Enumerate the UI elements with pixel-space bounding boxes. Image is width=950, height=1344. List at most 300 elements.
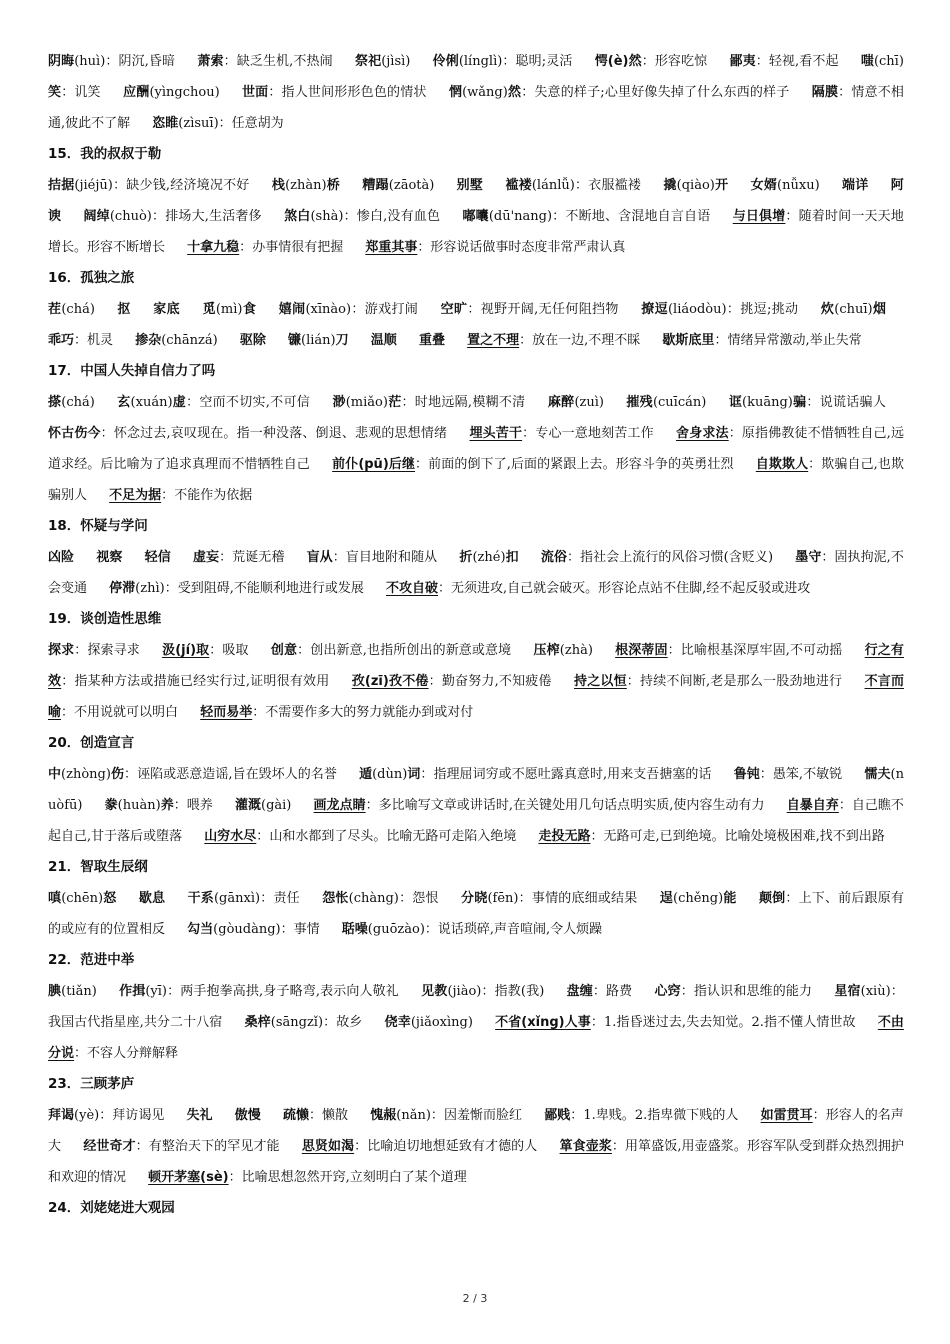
vocab-term: 侥幸 bbox=[384, 1015, 411, 1030]
vocab-definition: 惨白,没有血色 bbox=[356, 209, 441, 224]
vocab-pinyin: (dùn) bbox=[372, 767, 408, 782]
vocab-colon: ： bbox=[726, 302, 741, 317]
vocab-term-suffix: 养 bbox=[160, 798, 174, 813]
vocab-term: 孜(zī)孜不倦 bbox=[351, 674, 429, 689]
vocab-entry bbox=[441, 302, 619, 317]
vocab-entry bbox=[362, 178, 434, 193]
vocab-entry bbox=[148, 1170, 467, 1185]
vocab-pinyin: (zhàn) bbox=[285, 178, 327, 193]
vocab-pinyin: (tiǎn) bbox=[61, 984, 97, 999]
vocab-entry bbox=[83, 1139, 279, 1154]
vocab-entry bbox=[48, 891, 116, 906]
vocab-definition: 挑逗;挑动 bbox=[740, 302, 799, 317]
vocab-term: 走投无路 bbox=[538, 829, 591, 844]
vocab-entry bbox=[842, 178, 868, 193]
vocab-pinyin: (xīnào) bbox=[305, 302, 352, 317]
vocab-term-suffix: 然 bbox=[507, 85, 522, 100]
vocab-term: 空旷 bbox=[440, 302, 468, 317]
vocab-pinyin: (lián) bbox=[301, 333, 336, 348]
vocab-term: 自暴自弃 bbox=[786, 798, 839, 813]
vocab-term: 不言而喻 bbox=[48, 674, 904, 720]
vocab-term: 折 bbox=[459, 550, 473, 565]
vocab-entry bbox=[48, 550, 74, 565]
vocab-definition: 说话琐碎,声音喧闹,令人烦躁 bbox=[437, 922, 603, 937]
vocab-entry bbox=[96, 550, 122, 565]
vocab-entry bbox=[595, 54, 708, 69]
vocab-entry bbox=[352, 674, 552, 689]
vocab-paragraph bbox=[48, 635, 904, 728]
vocab-entry bbox=[332, 395, 525, 410]
vocab-pinyin: (jiào) bbox=[447, 984, 482, 999]
vocab-entry bbox=[505, 178, 641, 193]
vocab-colon: ： bbox=[424, 922, 438, 937]
vocab-term: 麻醉 bbox=[547, 395, 575, 410]
vocab-definition: 衣服褴褛 bbox=[588, 178, 642, 193]
vocab-entry bbox=[467, 333, 640, 348]
vocab-definition: 盲目地附和随从 bbox=[345, 550, 438, 565]
vocab-term: 祭祀 bbox=[354, 54, 382, 69]
vocab-term-suffix: 能 bbox=[723, 891, 737, 906]
vocab-pinyin: (miǎo) bbox=[345, 395, 388, 410]
vocab-entry bbox=[187, 922, 319, 937]
vocab-colon: ： bbox=[74, 333, 88, 348]
vocab-definition: 形容说话做事时态度非常严肃认真 bbox=[430, 240, 626, 255]
vocab-definition: 山和水都到了尽头。比喻无路可走陷入绝境 bbox=[269, 829, 517, 844]
vocab-term: 搽 bbox=[48, 395, 62, 410]
vocab-term: 豢 bbox=[104, 798, 118, 813]
vocab-definition: 怨恨 bbox=[412, 891, 439, 906]
vocab-pinyin: (nǎn) bbox=[396, 1108, 431, 1123]
vocab-definition: 原指佛教徒不惜牺牲自己,远道求经。后比喻为了追求真理而不惜牺牲自己 bbox=[48, 426, 904, 472]
vocab-term: 盲从 bbox=[306, 550, 333, 565]
vocab-term: 颠倒 bbox=[758, 891, 786, 906]
vocab-entry bbox=[279, 302, 418, 317]
vocab-definition: 指社会上流行的风俗习惯(含贬义) bbox=[580, 550, 774, 565]
vocab-entry bbox=[109, 488, 252, 503]
vocab-definition: 故乡 bbox=[336, 1015, 363, 1030]
vocab-definition: 失意的样子;心里好像失掉了什么东西的样子 bbox=[534, 85, 790, 100]
vocab-definition: 受到阻碍,不能顺利地进行或发展 bbox=[177, 581, 364, 596]
vocab-term: 顿开茅塞(sè) bbox=[148, 1170, 229, 1185]
vocab-colon: ： bbox=[209, 643, 223, 658]
vocab-definition: 固执拘泥,不会变通 bbox=[48, 550, 904, 596]
vocab-term: 阔绰 bbox=[83, 209, 110, 224]
vocab-term: 桑梓 bbox=[244, 1015, 271, 1030]
vocab-term: 嗤 bbox=[860, 54, 874, 69]
section-heading: 20．创造宣言 bbox=[48, 735, 135, 751]
vocab-colon: ： bbox=[100, 426, 114, 441]
vocab-term: 愕(è)然 bbox=[594, 54, 642, 69]
vocab-definition: 空而不切实,不可信 bbox=[199, 395, 311, 410]
vocab-entry bbox=[48, 302, 95, 317]
vocab-definition: 探索寻求 bbox=[87, 643, 140, 658]
vocab-colon: ： bbox=[467, 302, 481, 317]
vocab-colon: ： bbox=[590, 1015, 604, 1030]
vocab-colon: ： bbox=[570, 1108, 584, 1123]
vocab-definition: 责任 bbox=[273, 891, 300, 906]
vocab-entry bbox=[730, 54, 839, 69]
vocab-colon: ： bbox=[186, 395, 200, 410]
vocab-entry bbox=[544, 1108, 738, 1123]
vocab-term: 疏懒 bbox=[282, 1108, 309, 1123]
vocab-definition: 排场大,生活奢侈 bbox=[165, 209, 262, 224]
vocab-pinyin: (zìsuī) bbox=[178, 116, 219, 131]
vocab-term: 嬉闹 bbox=[278, 302, 306, 317]
vocab-pinyin: (mì) bbox=[215, 302, 243, 317]
vocab-colon: ： bbox=[785, 891, 799, 906]
vocab-colon: ： bbox=[135, 1139, 149, 1154]
vocab-colon: ： bbox=[239, 240, 253, 255]
vocab-colon: ： bbox=[151, 209, 166, 224]
vocab-paragraph bbox=[48, 976, 904, 1069]
vocab-definition: 形容吃惊 bbox=[654, 54, 708, 69]
vocab-pinyin: (huàn) bbox=[117, 798, 161, 813]
vocab-pinyin: (jiéjū) bbox=[74, 178, 113, 193]
vocab-term-suffix: 刀 bbox=[335, 333, 349, 348]
vocab-colon: ： bbox=[611, 1139, 625, 1154]
vocab-pinyin: (shà) bbox=[310, 209, 344, 224]
vocab-pinyin: (chá) bbox=[61, 395, 95, 410]
vocab-colon: ： bbox=[268, 85, 282, 100]
vocab-term: 盘缠 bbox=[566, 984, 593, 999]
section-heading: 21．智取生辰纲 bbox=[48, 859, 148, 875]
vocab-term-suffix: 虚 bbox=[172, 395, 187, 410]
vocab-colon: ： bbox=[398, 891, 413, 906]
vocab-definition: 因羞惭而脸红 bbox=[443, 1108, 523, 1123]
vocab-term: 煞白 bbox=[284, 209, 311, 224]
vocab-term: 家底 bbox=[153, 302, 180, 317]
vocab-definition: 创出新意,也指所创出的新意或意境 bbox=[310, 643, 512, 658]
vocab-term: 重叠 bbox=[418, 333, 445, 348]
vocab-entry bbox=[461, 891, 637, 906]
vocab-term: 懦夫 bbox=[864, 767, 891, 782]
vocab-pinyin: (guōzào) bbox=[367, 922, 425, 937]
vocab-pinyin: (sāngzǐ) bbox=[270, 1015, 324, 1030]
vocab-term: 自欺欺人 bbox=[755, 457, 809, 472]
vocab-entry bbox=[245, 1015, 363, 1030]
vocab-pinyin: (yìngchou) bbox=[149, 85, 220, 100]
vocab-term: 流俗 bbox=[540, 550, 567, 565]
vocab-pinyin: (chuī) bbox=[834, 302, 873, 317]
vocab-term-suffix: 桥 bbox=[326, 178, 341, 193]
vocab-colon: ： bbox=[821, 550, 835, 565]
vocab-paragraph bbox=[48, 759, 904, 852]
vocab-colon: ： bbox=[218, 116, 232, 131]
vocab-entry bbox=[48, 395, 95, 410]
vocab-definition: 诬陷或恶意造谣,旨在毁坏人的名誉 bbox=[137, 767, 337, 782]
vocab-colon: ： bbox=[680, 984, 694, 999]
vocab-colon: ： bbox=[808, 457, 822, 472]
vocab-entry bbox=[332, 457, 733, 472]
vocab-entry bbox=[495, 1015, 855, 1030]
vocab-term: 画龙点睛 bbox=[313, 798, 366, 813]
vocab-definition: 讥笑 bbox=[74, 85, 101, 100]
vocab-definition: 专心一意地刻苦工作 bbox=[535, 426, 654, 441]
vocab-term: 虚妄 bbox=[192, 550, 220, 565]
vocab-definition: 指某种方法或措施已经实行过,证明很有效用 bbox=[74, 674, 330, 689]
vocab-definition: 随着时间一天天地增长。形容不断增长 bbox=[48, 209, 904, 255]
vocab-colon: ： bbox=[667, 643, 681, 658]
vocab-term: 诓 bbox=[728, 395, 743, 410]
vocab-entry bbox=[188, 891, 300, 906]
vocab-term: 玄 bbox=[117, 395, 131, 410]
vocab-definition: 指人世间形形色色的情状 bbox=[281, 85, 427, 100]
vocab-pinyin: (jiǎoxìng) bbox=[410, 1015, 473, 1030]
vocab-term-suffix: 食 bbox=[242, 302, 257, 317]
vocab-pinyin: (gānxì) bbox=[213, 891, 261, 906]
section-heading: 19．谈创造性思维 bbox=[48, 611, 162, 627]
vocab-entry bbox=[272, 178, 340, 193]
vocab-entry bbox=[48, 767, 337, 782]
vocab-term: 抠 bbox=[117, 302, 131, 317]
vocab-definition: 比喻根基深厚牢固,不可动摇 bbox=[680, 643, 843, 658]
vocab-entry bbox=[419, 333, 445, 348]
vocab-definition: 聪明;灵活 bbox=[515, 54, 573, 69]
vocab-pinyin: (wǎng) bbox=[462, 85, 508, 100]
vocab-term: 停滞 bbox=[109, 581, 136, 596]
vocab-definition: 任意胡为 bbox=[231, 116, 284, 131]
vocab-term: 女婿 bbox=[750, 178, 778, 193]
vocab-paragraph bbox=[48, 170, 904, 263]
vocab-term: 拜谒 bbox=[48, 1108, 75, 1123]
vocab-entry bbox=[548, 395, 604, 410]
vocab-term: 中 bbox=[48, 767, 62, 782]
vocab-term: 轻而易举 bbox=[200, 705, 253, 720]
vocab-entry bbox=[457, 178, 483, 193]
vocab-entry bbox=[371, 333, 397, 348]
vocab-definition: 前面的倒下了,后面的紧跟上去。形容斗争的英勇壮烈 bbox=[428, 457, 734, 472]
vocab-colon: ： bbox=[343, 209, 357, 224]
vocab-term: 与日俱增 bbox=[732, 209, 786, 224]
vocab-term-suffix: 烟 bbox=[872, 302, 886, 317]
vocab-term: 作揖 bbox=[119, 984, 146, 999]
vocab-colon: ： bbox=[838, 85, 852, 100]
vocab-definition: 两手抱拳高拱,身子略弯,表示向人敬礼 bbox=[180, 984, 399, 999]
vocab-paragraph bbox=[48, 883, 904, 945]
vocab-pinyin: (fēn) bbox=[487, 891, 519, 906]
vocab-entry bbox=[48, 1108, 164, 1123]
vocab-entry bbox=[48, 54, 175, 69]
vocab-entry bbox=[433, 54, 573, 69]
vocab-entry bbox=[288, 333, 349, 348]
vocab-pinyin: (yè) bbox=[74, 1108, 100, 1123]
vocab-definition: 我国古代指星座,共分二十八宿 bbox=[48, 1015, 223, 1030]
vocab-term: 墨守 bbox=[795, 550, 822, 565]
vocab-term: 惘 bbox=[448, 85, 463, 100]
vocab-definition: 事情 bbox=[293, 922, 320, 937]
vocab-definition: 事情的底细或结果 bbox=[531, 891, 638, 906]
vocab-colon: ： bbox=[714, 333, 728, 348]
vocab-entry bbox=[355, 54, 410, 69]
vocab-colon: ： bbox=[61, 674, 75, 689]
vocab-definition: 无须进攻,自己就会破灭。形容论点站不住脚,经不起反驳或进攻 bbox=[451, 581, 811, 596]
vocab-colon: ： bbox=[838, 798, 852, 813]
vocab-entry bbox=[663, 178, 728, 193]
vocab-entry bbox=[105, 798, 213, 813]
vocab-entry bbox=[48, 333, 113, 348]
vocab-colon: ： bbox=[415, 457, 429, 472]
vocab-term: 世面 bbox=[241, 85, 269, 100]
vocab-definition: 荒诞无稽 bbox=[232, 550, 285, 565]
vocab-pinyin: (gòudàng) bbox=[213, 922, 281, 937]
vocab-colon: ： bbox=[641, 54, 655, 69]
vocab-term: 阿谀 bbox=[48, 178, 904, 224]
vocab-term: 干系 bbox=[187, 891, 214, 906]
section-heading: 22．范进中举 bbox=[48, 952, 135, 968]
vocab-colon: ： bbox=[260, 891, 274, 906]
vocab-entry bbox=[197, 54, 332, 69]
vocab-entry bbox=[84, 209, 262, 224]
vocab-term: 郑重其事 bbox=[365, 240, 418, 255]
vocab-pinyin: (xuán) bbox=[130, 395, 173, 410]
vocab-definition: 形容人的名声大 bbox=[48, 1108, 904, 1154]
vocab-entry bbox=[117, 395, 310, 410]
vocab-term: 端详 bbox=[841, 178, 869, 193]
vocab-pinyin: (zhà) bbox=[559, 643, 593, 658]
vocab-term: 摧残 bbox=[626, 395, 653, 410]
vocab-term-suffix: 怒 bbox=[103, 891, 117, 906]
vocab-entry bbox=[123, 85, 220, 100]
vocab-colon: ： bbox=[61, 85, 75, 100]
vocab-term-suffix: 开 bbox=[714, 178, 729, 193]
vocab-entry bbox=[462, 209, 710, 224]
vocab-definition: 指理屈词穷或不愿吐露真意时,用来支吾搪塞的话 bbox=[433, 767, 712, 782]
vocab-definition: 说谎话骗人 bbox=[819, 395, 886, 410]
vocab-entry bbox=[152, 116, 283, 131]
vocab-term: 探求 bbox=[48, 643, 75, 658]
vocab-term: 星宿 bbox=[834, 984, 861, 999]
vocab-term: 箪食壶浆 bbox=[559, 1139, 612, 1154]
vocab-definition: 机灵 bbox=[87, 333, 114, 348]
vocab-definition: 不需要作多大的努力就能办到或对付 bbox=[265, 705, 474, 720]
vocab-entry bbox=[534, 643, 593, 658]
vocab-entry bbox=[203, 302, 257, 317]
vocab-term: 撬 bbox=[663, 178, 677, 193]
vocab-term: 不足为据 bbox=[109, 488, 162, 503]
vocab-colon: ： bbox=[590, 829, 604, 844]
vocab-definition: 多比喻写文章或讲话时,在关键处用几句话点明实质,使内容生动有力 bbox=[378, 798, 765, 813]
vocab-term: 伶俐 bbox=[432, 54, 459, 69]
vocab-colon: ： bbox=[420, 767, 434, 782]
vocab-term: 歇息 bbox=[138, 891, 166, 906]
vocab-term: 如雷贯耳 bbox=[760, 1108, 813, 1123]
vocab-colon: ： bbox=[806, 395, 820, 410]
vocab-entry bbox=[119, 984, 399, 999]
vocab-term: 心窍 bbox=[654, 984, 681, 999]
vocab-paragraph bbox=[48, 1100, 904, 1193]
vocab-colon: ： bbox=[518, 891, 532, 906]
vocab-definition: 时地远隔,模糊不清 bbox=[414, 395, 526, 410]
vocab-colon: ： bbox=[522, 426, 536, 441]
vocab-term: 汲(jí)取 bbox=[162, 643, 210, 658]
vocab-term: 应酬 bbox=[123, 85, 150, 100]
vocab-entry bbox=[48, 178, 250, 193]
vocab-term: 轻信 bbox=[144, 550, 171, 565]
vocab-colon: ： bbox=[219, 550, 233, 565]
vocab-entry bbox=[314, 798, 765, 813]
vocab-definition: 欺骗自己,也欺骗别人 bbox=[48, 457, 904, 503]
vocab-colon: ： bbox=[61, 705, 75, 720]
vocab-colon: ： bbox=[728, 426, 742, 441]
vocab-term-suffix: 扣 bbox=[505, 550, 519, 565]
vocab-colon: ： bbox=[890, 984, 904, 999]
vocab-term: 十拿九稳 bbox=[187, 240, 240, 255]
vocab-pinyin: (liáodòu) bbox=[667, 302, 727, 317]
vocab-term: 镰 bbox=[288, 333, 302, 348]
vocab-definition: 喂养 bbox=[186, 798, 213, 813]
vocab-entry bbox=[235, 1108, 261, 1123]
vocab-pinyin: (chānzá) bbox=[161, 333, 218, 348]
vocab-entry bbox=[655, 984, 813, 999]
vocab-colon: ： bbox=[173, 798, 187, 813]
vocab-term: 掺杂 bbox=[135, 333, 162, 348]
vocab-term: 置之不理 bbox=[467, 333, 520, 348]
vocab-pinyin: (jìsì) bbox=[381, 54, 411, 69]
vocab-colon: ： bbox=[256, 829, 270, 844]
vocab-term: 糟蹋 bbox=[362, 178, 389, 193]
vocab-colon: ： bbox=[481, 984, 495, 999]
vocab-definition: 比喻迫切地想延致有才德的人 bbox=[367, 1139, 538, 1154]
vocab-colon: ： bbox=[417, 240, 431, 255]
vocab-colon: ： bbox=[252, 705, 266, 720]
vocab-colon: ： bbox=[759, 767, 773, 782]
section-heading: 23．三顾茅庐 bbox=[48, 1076, 135, 1092]
vocab-term: 灌溉 bbox=[234, 798, 261, 813]
vocab-entry bbox=[821, 302, 886, 317]
vocab-term-suffix: 骗 bbox=[792, 395, 807, 410]
vocab-colon: ： bbox=[552, 209, 566, 224]
vocab-entry bbox=[574, 674, 842, 689]
vocab-colon: ： bbox=[521, 85, 535, 100]
vocab-term: 不省(xǐng)人事 bbox=[495, 1015, 591, 1030]
vocab-definition: 用箪盛饭,用壶盛浆。形容军队受到群众热烈拥护和欢迎的情况 bbox=[48, 1139, 904, 1185]
vocab-term: 山穷水尽 bbox=[204, 829, 257, 844]
vocab-entry bbox=[626, 395, 706, 410]
vocab-definition: 懒散 bbox=[322, 1108, 349, 1123]
section-heading: 18．怀疑与学问 bbox=[48, 518, 148, 534]
vocab-entry bbox=[48, 643, 140, 658]
vocab-entry bbox=[538, 829, 884, 844]
vocab-colon: ： bbox=[164, 581, 178, 596]
vocab-definition: 不断地、含混地自言自语 bbox=[565, 209, 711, 224]
vocab-colon: ： bbox=[626, 674, 640, 689]
vocab-term: 压榨 bbox=[533, 643, 560, 658]
vocab-definition: 阴沉,昏暗 bbox=[118, 54, 176, 69]
vocab-definition: 游戏打闹 bbox=[364, 302, 419, 317]
vocab-definition: 有整治天下的罕见才能 bbox=[148, 1139, 280, 1154]
vocab-colon: ： bbox=[323, 1015, 337, 1030]
vocab-colon: ： bbox=[354, 1139, 368, 1154]
vocab-pinyin: (qiào) bbox=[676, 178, 715, 193]
vocab-entry bbox=[729, 395, 886, 410]
vocab-term: 怨怅 bbox=[322, 891, 349, 906]
vocab-term: 聒噪 bbox=[341, 922, 368, 937]
vocabulary-list bbox=[48, 46, 904, 1224]
vocab-entry bbox=[193, 550, 284, 565]
vocab-term: 创意 bbox=[270, 643, 298, 658]
vocab-term: 怀古伤今 bbox=[48, 426, 101, 441]
vocab-term: 渺 bbox=[332, 395, 346, 410]
vocab-term: 持之以恒 bbox=[574, 674, 627, 689]
vocab-term: 凶险 bbox=[48, 550, 75, 565]
vocab-definition: 吸取 bbox=[222, 643, 249, 658]
vocab-pinyin: (zhòng) bbox=[61, 767, 111, 782]
vocab-term: 思贤如渴 bbox=[301, 1139, 355, 1154]
vocab-entry bbox=[240, 333, 266, 348]
vocab-paragraph bbox=[48, 294, 904, 356]
vocab-entry bbox=[459, 550, 518, 565]
vocab-colon: ： bbox=[223, 54, 237, 69]
